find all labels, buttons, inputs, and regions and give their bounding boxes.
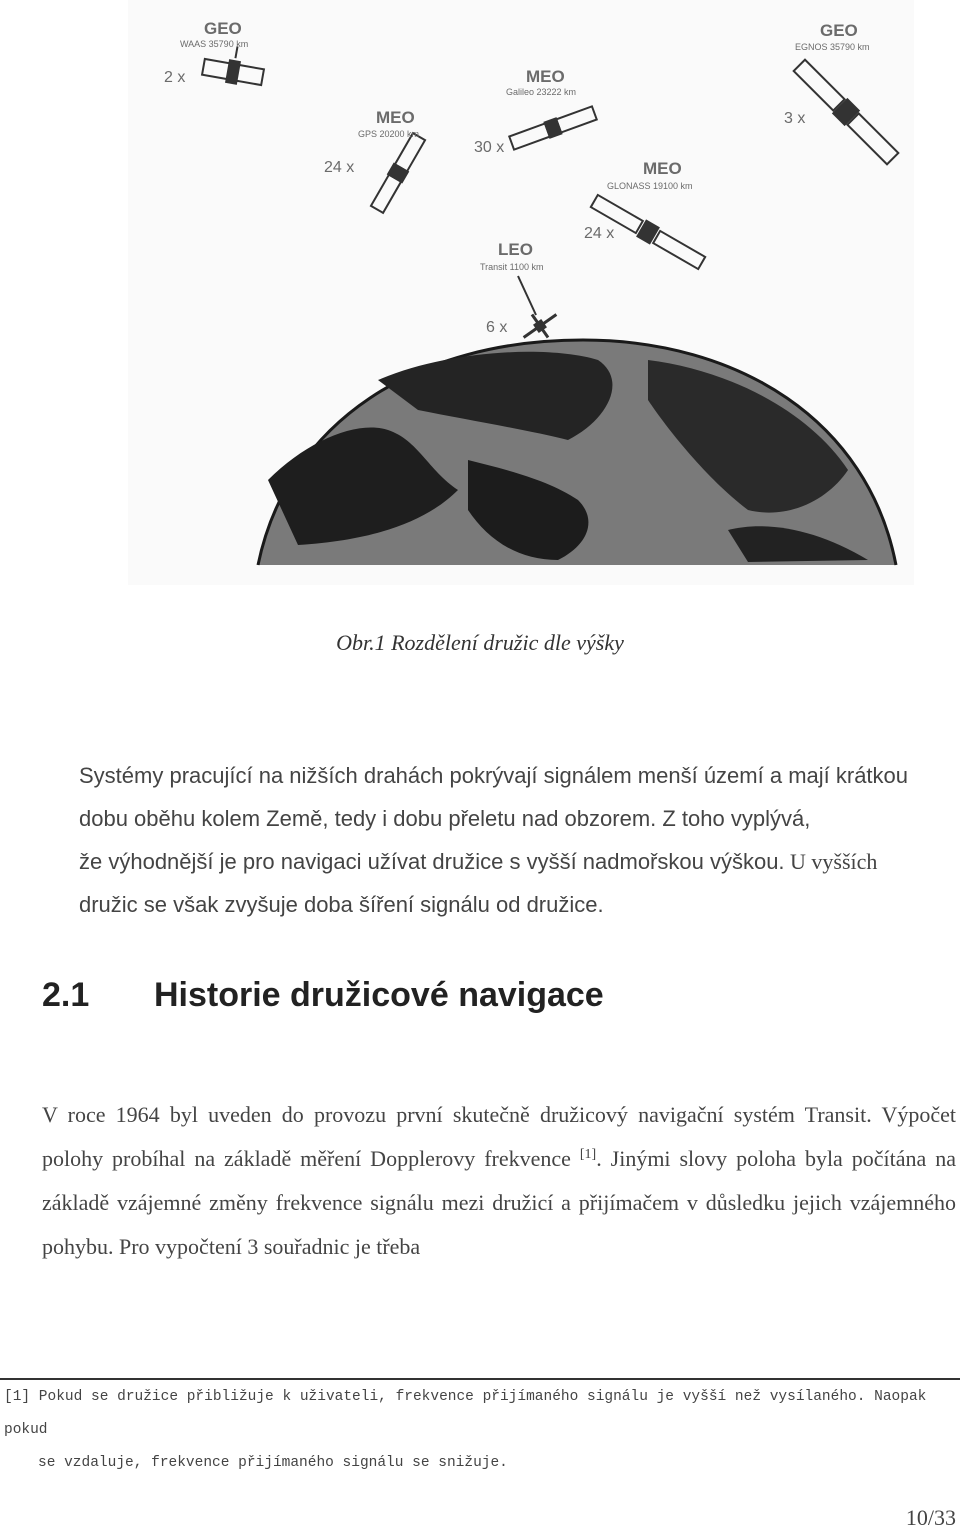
section-number: 2.1 [42, 976, 90, 1014]
geo-waas-count: 2 x [164, 69, 186, 86]
page-number: 10/33 [905, 1505, 956, 1530]
geo-waas-title: GEO [204, 19, 242, 38]
section-heading [42, 976, 604, 1015]
meo-gps-count: 24 x [324, 159, 355, 176]
paragraph-history [42, 1093, 956, 1269]
geo-waas-subtitle: WAAS 35790 km [180, 39, 249, 49]
meo-galileo-count: 30 x [474, 139, 505, 156]
figure-caption: Obr.1 Rozdělení družic dle výšky [336, 630, 624, 655]
paragraph-text: V roce 1964 byl uveden do provozu první skutečně družicový navigační systém Transit. Výpočet polohy probíhal na základě měření Dopplerovy frekvence [42, 1102, 956, 1171]
footnote-line: se vzdaluje, frekvence přijímaného signálu se snižuje. [38, 1455, 508, 1471]
section-title: Historie družicové navigace [154, 976, 604, 1014]
meo-gps-title: MEO [376, 108, 415, 127]
satellite-orbits-figure [128, 0, 914, 585]
paragraph-line [79, 840, 957, 883]
meo-galileo-title: MEO [526, 67, 565, 86]
geo-egnos-count: 3 x [784, 110, 806, 127]
footnote-line: [1] Pokud se družice přibližuje k uživateli, frekvence přijímaného signálu je vyšší než vysílaného. Naopak pokud [4, 1389, 927, 1438]
footnote-divider [0, 1378, 960, 1380]
earth-globe [258, 340, 896, 565]
meo-glonass-title: MEO [643, 159, 682, 178]
geo-egnos-subtitle: EGNOS 35790 km [795, 42, 870, 52]
meo-glonass-count: 24 x [584, 225, 615, 242]
meo-galileo-subtitle: Galileo 23222 km [506, 87, 577, 97]
meo-glonass-subtitle: GLONASS 19100 km [607, 181, 693, 191]
paragraph-line: družic se však zvyšuje doba šíření signálu od družice. [79, 892, 604, 917]
footnote-reference: [1] [579, 1147, 597, 1162]
leo-transit-count: 6 x [486, 319, 508, 336]
leo-transit-subtitle: Transit 1100 km [480, 262, 544, 272]
paragraph-line-part: že výhodnější je pro navigaci užívat družice s vyšší nadmořskou výškou. [79, 849, 785, 874]
footnote [4, 1381, 954, 1480]
leo-pointer-line [518, 276, 536, 315]
meo-gps-subtitle: GPS 20200 km [358, 129, 420, 139]
paragraph-line-part: U vyšších [784, 849, 878, 874]
satellite-meo-gps-icon [369, 132, 427, 214]
paragraph-text: . Jinými slovy poloha byla počítána na základě vzájemné změny frekvence signálu mezi družicí a přijímačem v důsledku jejich vzájemného pohybu. Pro vypočtení 3 souřadnic je třeba [42, 1146, 956, 1259]
leo-transit-title: LEO [498, 240, 533, 259]
paragraph-line: Systémy pracující na nižších drahách pokrývají signálem menší území a mají krátkou [79, 763, 909, 788]
satellite-geo-egnos-icon [792, 58, 901, 167]
paragraph-orbits [79, 754, 957, 926]
geo-egnos-title: GEO [820, 21, 858, 40]
paragraph-line: dobu oběhu kolem Země, tedy i dobu přeletu nad obzorem. Z toho vyplývá, [79, 806, 811, 831]
satellite-meo-galileo-icon [509, 104, 598, 151]
